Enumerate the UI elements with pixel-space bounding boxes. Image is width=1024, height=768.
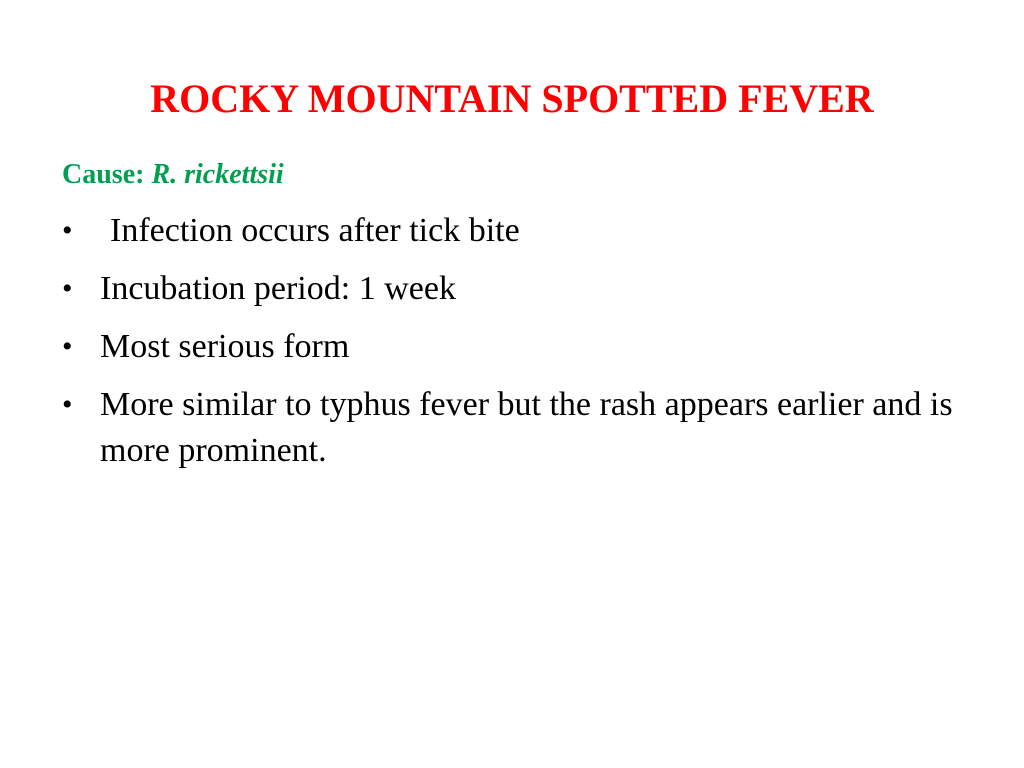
- bullet-icon: •: [62, 214, 73, 247]
- bullet-icon: •: [62, 272, 73, 305]
- bullet-text: Incubation period: 1 week: [100, 270, 456, 307]
- cause-value: R. rickettsii: [151, 159, 284, 190]
- list-item: [62, 324, 962, 370]
- bullet-text: Most serious form: [100, 328, 350, 365]
- list-item: [62, 266, 962, 312]
- bullet-text: Infection occurs after tick bite: [110, 212, 520, 249]
- bullet-list: [62, 208, 962, 486]
- slide-title: ROCKY MOUNTAIN SPOTTED FEVER: [150, 76, 874, 121]
- bullet-text: More similar to typhus fever but the rash appears earlier and is more prominent.: [100, 386, 953, 469]
- bullet-icon: •: [62, 388, 73, 421]
- bullet-icon: •: [62, 330, 73, 363]
- list-item: [62, 208, 962, 254]
- cause-label: Cause:: [62, 159, 145, 190]
- cause-line: [62, 158, 284, 192]
- list-item: [62, 382, 962, 474]
